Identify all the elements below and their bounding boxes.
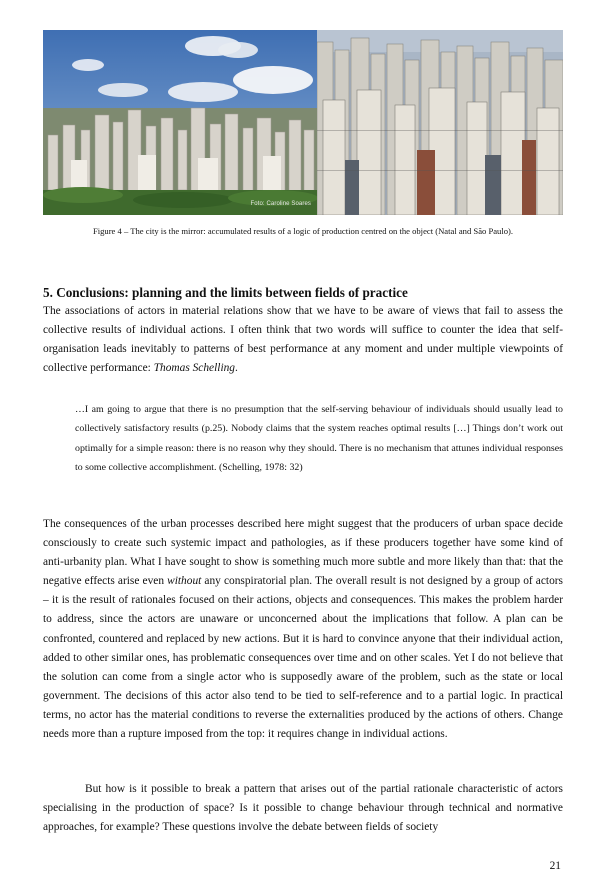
photo-credit: Foto: Caroline Soares	[250, 201, 311, 207]
paragraph-1-text: The associations of actors in material relations show that we have to be aware of views that fail to assess the collective results of individual actions. I often think that two words will suffice to counter the idea that self-organisation leads inevitably to patterns of best performance at any moment and under multiple viewpoints of collective performance:	[43, 305, 563, 375]
figure-caption: Figure 4 – The city is the mirror: accumulated results of a logic of production centred on the object (Natal and São Paulo).	[92, 226, 514, 236]
paragraph-2-text-a: The consequences of the urban processes described here might suggest that the producers of urban space decide consciously to create such systemic impact and pathologies, as if these producers together have some kind of anti-urbanity plan. What I have sought to show is something much more subtle and more likely than that: that the negative effects arise even	[43, 518, 563, 588]
paragraph-1-emphasis: Thomas Schelling	[153, 362, 236, 375]
page-number: 21	[549, 860, 561, 872]
sao-paulo-skyline-image	[317, 30, 563, 215]
photo-natal	[43, 30, 317, 215]
paragraph-2-text-b: any conspiratorial plan. The overall result is not designed by a group of actors – it is the result of rationales focused on their actions, objects and consequences. This makes the problem harder to address, since the actors are unaware or unconcerned about the implications that follow. A plan can be confronted, countered and replaced by new actions. But it is hard to convince anyone that their individual action, added to other similar ones, has problematic consequences over time and on other scales. Yet I do not believe that the solution can come from a single actor who is supposedly aware of the problem, such as the state or local government. The decisions of this actor also tend to be tied to self-reference and to a partial logic. In practical terms, no actor has the material conditions to reverse the externalities produced by the actions of others. Change needs more than a rupture imposed from the top: it requires change in individual actions.	[43, 575, 563, 741]
figure-image	[43, 30, 563, 215]
paragraph-2	[43, 515, 563, 744]
natal-skyline-image	[43, 30, 317, 215]
paragraph-3: But how is it possible to break a pattern that arises out of the partial rationale characteristic of actors specialising in the production of space? Is it possible to change behaviour through technical and normative approaches, for example? These questions involve the debate between fields of society	[43, 783, 563, 834]
block-quote: …I am going to argue that there is no presumption that the self-serving behaviour of individuals should usually lead to collectively satisfactory results (p.25). Nobody claims that the system reaches optimal results […] Things don’t work out optimally for a simple reason: there is no reason why they should. There is no mechanism that attunes individual responses to some collective accomplishment. (Schelling, 1978: 32)	[75, 404, 563, 473]
paragraph-1-end: .	[235, 362, 238, 375]
photo-sao-paulo	[317, 30, 563, 215]
section-heading: 5. Conclusions: planning and the limits between fields of practice	[43, 285, 408, 300]
paragraph-2-emphasis: without	[167, 575, 202, 588]
paragraph-1	[43, 302, 563, 378]
